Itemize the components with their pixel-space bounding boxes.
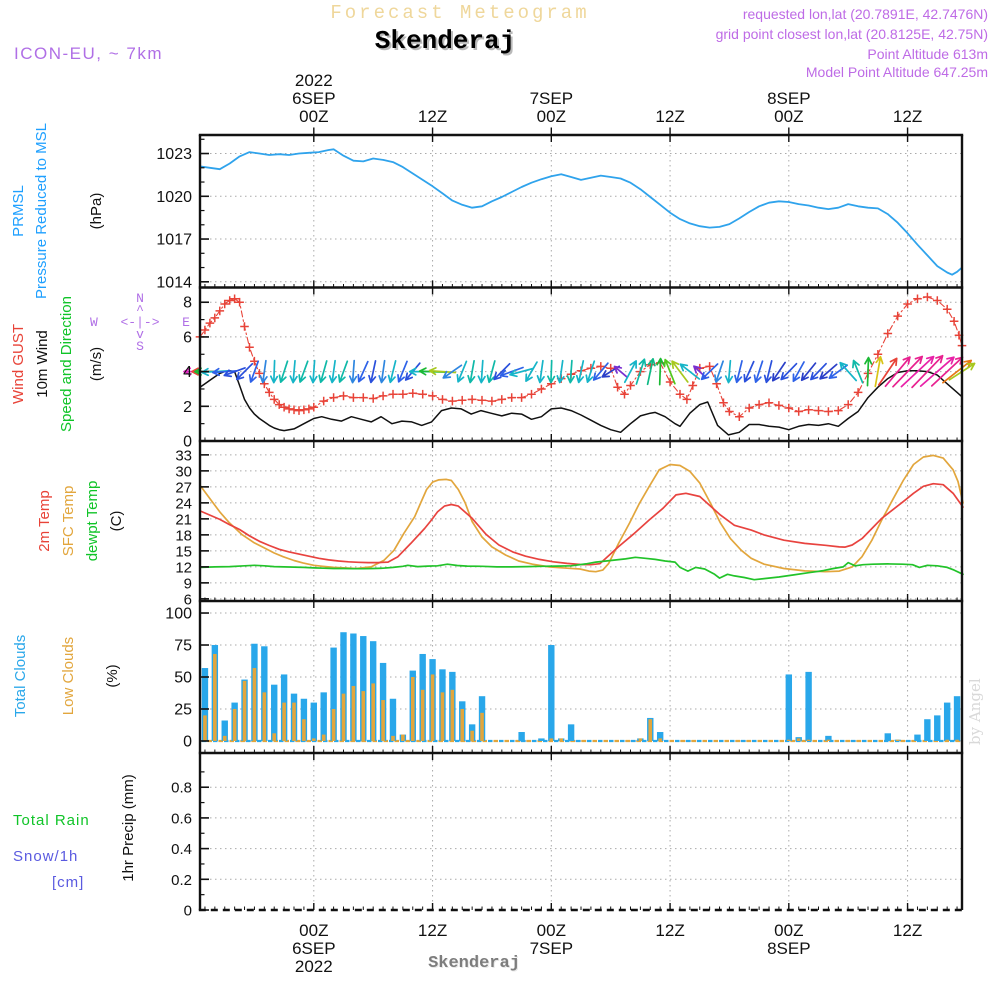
svg-text:1017: 1017 [156, 231, 192, 249]
svg-text:0.2: 0.2 [171, 871, 192, 889]
pressure-long-label: Pressure Reduced to MSL [33, 123, 50, 299]
wind-gust-label: Wind GUST [10, 323, 27, 405]
page-title: Forecast Meteogram [330, 2, 590, 24]
compass-arrow-down-icon: v [136, 327, 144, 342]
svg-text:15: 15 [175, 543, 192, 561]
svg-text:6: 6 [183, 329, 192, 347]
snow-label: Snow/1h [13, 848, 79, 865]
svg-text:6SEP: 6SEP [292, 89, 336, 108]
svg-text:12Z: 12Z [417, 921, 448, 940]
svg-text:8: 8 [183, 294, 192, 312]
total-clouds-label: Total Clouds [12, 634, 29, 718]
svg-text:1020: 1020 [156, 188, 192, 206]
svg-text:8SEP: 8SEP [767, 89, 811, 108]
requested-coords-label: requested lon,lat (20.7891E, 42.7476N) [742, 6, 988, 22]
grid-point-coords-label: grid point closest lon,lat (20.8125E, 42.75N) [715, 26, 988, 42]
snow-unit-label: [cm] [52, 874, 85, 891]
svg-text:12: 12 [175, 559, 192, 577]
compass-cross-icon: <-|-> [120, 315, 160, 330]
svg-text:4: 4 [183, 364, 192, 382]
svg-text:00Z: 00Z [536, 921, 566, 940]
model-label: ICON-EU, ~ 7km [14, 44, 163, 63]
svg-text:9: 9 [183, 575, 192, 593]
svg-text:75: 75 [174, 637, 192, 655]
point-altitude-label: Point Altitude 613m [867, 46, 988, 62]
svg-text:2022: 2022 [294, 71, 333, 90]
svg-text:8SEP: 8SEP [767, 939, 811, 958]
svg-text:12Z: 12Z [892, 107, 923, 126]
svg-text:0: 0 [183, 433, 192, 451]
pressure-short-label: PRMSL [10, 185, 27, 237]
svg-text:12Z: 12Z [892, 921, 923, 940]
svg-text:00Z: 00Z [774, 107, 804, 126]
svg-text:0: 0 [183, 902, 192, 920]
svg-text:27: 27 [175, 479, 192, 497]
clouds-unit-label: (%) [104, 664, 121, 688]
dewpt-label: dewpt Temp [84, 480, 101, 562]
svg-text:00Z: 00Z [299, 921, 329, 940]
svg-text:2022: 2022 [294, 957, 333, 976]
wind-unit-label: (m/s) [88, 346, 105, 382]
svg-text:24: 24 [175, 495, 192, 513]
sfc-temp-label: SFC Temp [60, 485, 77, 557]
svg-text:12Z: 12Z [417, 107, 448, 126]
svg-text:50: 50 [174, 669, 192, 687]
low-clouds-label: Low Clouds [60, 636, 77, 716]
svg-text:21: 21 [175, 511, 192, 529]
wind-10m-label: 10m Wind [34, 330, 51, 398]
svg-text:1023: 1023 [156, 146, 192, 164]
compass-west: W [90, 315, 98, 330]
svg-text:12Z: 12Z [655, 107, 685, 126]
svg-text:33: 33 [175, 447, 192, 465]
svg-text:0.8: 0.8 [171, 779, 192, 797]
svg-text:00Z: 00Z [536, 107, 566, 126]
svg-text:18: 18 [175, 527, 192, 545]
compass-south: S [136, 339, 144, 354]
svg-text:12Z: 12Z [655, 921, 685, 940]
svg-text:6SEP: 6SEP [292, 939, 336, 958]
svg-text:0.4: 0.4 [171, 841, 192, 859]
svg-text:0.6: 0.6 [171, 810, 192, 828]
svg-text:25: 25 [174, 701, 192, 719]
pressure-unit-label: (hPa) [88, 192, 105, 230]
compass-north: N [136, 291, 144, 306]
svg-text:00Z: 00Z [774, 921, 804, 940]
compass-arrow-up-icon: ^ [136, 303, 144, 318]
credit-watermark: by Angel [966, 678, 984, 745]
svg-text:6: 6 [183, 591, 192, 609]
t2m-label: 2m Temp [36, 490, 53, 552]
model-altitude-label: Model Point Altitude 647.25m [805, 64, 988, 80]
svg-text:7SEP: 7SEP [529, 939, 574, 958]
svg-text:30: 30 [175, 463, 192, 481]
svg-text:00Z: 00Z [299, 107, 329, 126]
svg-text:1014: 1014 [156, 274, 192, 292]
rain-label: Total Rain [13, 812, 90, 829]
precip-unit-label: 1hr Precip (mm) [120, 774, 137, 882]
svg-text:7SEP: 7SEP [529, 89, 574, 108]
compass-east: E [182, 315, 190, 330]
svg-text:0: 0 [183, 733, 192, 751]
wind-speeddir-label: Speed and Direction [58, 296, 75, 432]
temp-unit-label: (C) [108, 510, 125, 532]
station-title: Skenderaj [374, 26, 516, 56]
svg-text:100: 100 [165, 605, 192, 623]
svg-text:2: 2 [183, 398, 192, 416]
footer-station-label: Skenderaj [428, 954, 520, 973]
